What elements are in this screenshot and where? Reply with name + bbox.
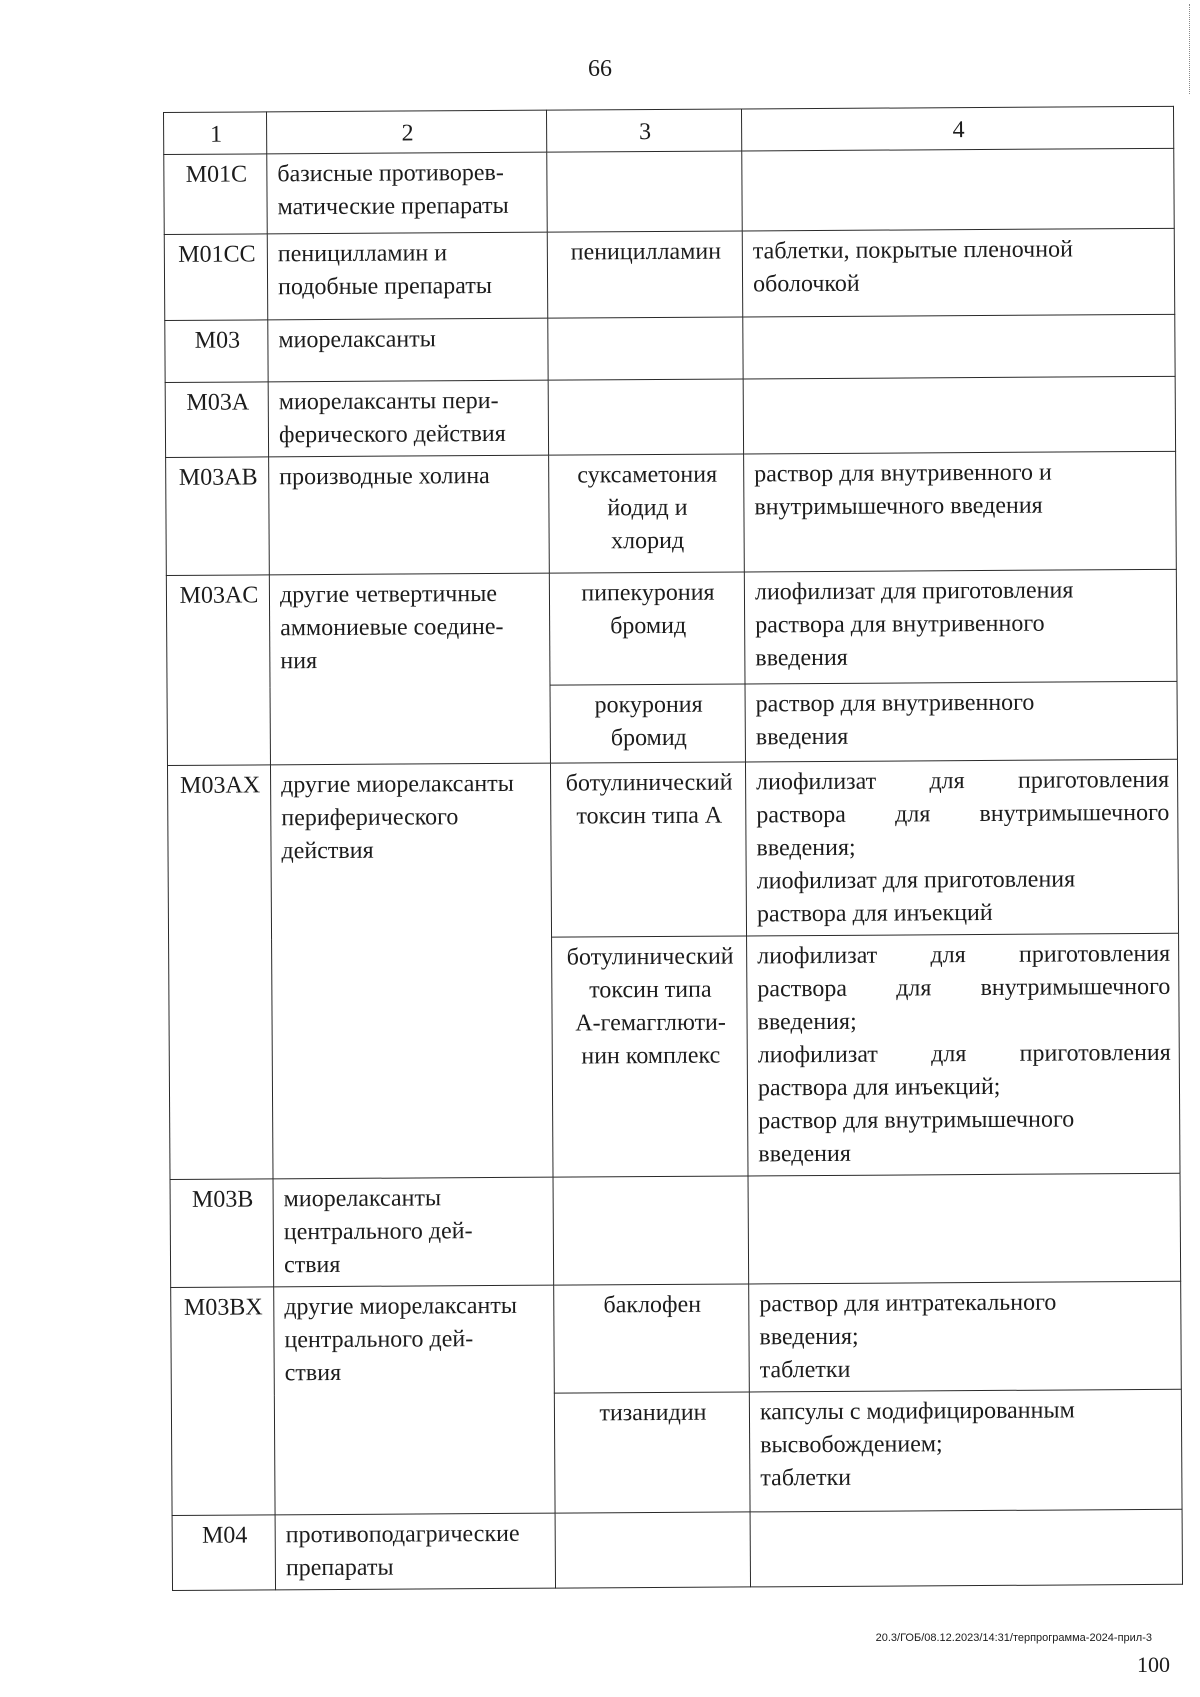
substance-name-cell: пипекурония бромид	[549, 572, 745, 685]
atc-group-cell: другие четвертичные аммониевые соедине- ния	[269, 573, 550, 765]
atc-group-cell: миорелаксанты	[268, 318, 548, 382]
substance-name-cell: баклофен	[554, 1284, 750, 1393]
footer-document-code: 20.3/ГОБ/08.12.2023/14:31/терпрограмма-2024-прил-3	[875, 1632, 1152, 1644]
table-row	[167, 759, 1178, 939]
table-row	[165, 314, 1175, 382]
substance-name-cell: ботулинический токсин типа А-гемагглюти- нин комплекс	[552, 936, 748, 1177]
atc-group-cell: миорелаксанты центрального дей- ствия	[273, 1177, 554, 1287]
header-cell: 3	[546, 109, 741, 152]
table-row	[166, 569, 1177, 687]
page-number: 66	[588, 56, 612, 82]
dosage-form-cell	[748, 1173, 1181, 1284]
atc-code-cell: M01C	[164, 154, 267, 235]
table-row	[170, 1173, 1181, 1287]
substance-name-cell	[555, 1512, 750, 1588]
substance-name-cell	[548, 317, 743, 380]
dosage-form-cell: капсулы с модифицированным высвобождением; таблетки	[749, 1389, 1182, 1512]
table-row	[171, 1281, 1182, 1395]
substance-name-cell: тизанидин	[554, 1392, 750, 1513]
table-row	[172, 1509, 1182, 1590]
atc-group-cell: миорелаксанты пери- ферического действия	[268, 380, 548, 457]
substance-name-cell: суксаметония йодид и хлорид	[549, 454, 745, 573]
substance-name-cell: ботулинический токсин типа А	[550, 762, 746, 937]
dosage-form-cell	[743, 376, 1175, 454]
substance-name-cell	[553, 1176, 749, 1285]
dosage-form-cell	[750, 1509, 1182, 1587]
substance-name-cell	[548, 379, 743, 455]
atc-code-cell: M04	[172, 1515, 275, 1591]
substance-name-cell: рокурония бромид	[550, 684, 745, 763]
dosage-form-cell	[743, 314, 1175, 379]
atc-code-cell: M03A	[165, 382, 268, 458]
atc-code-cell: M03AX	[167, 765, 273, 1180]
atc-code-cell: M03B	[170, 1179, 274, 1288]
dosage-form-cell: раствор для интратекального введения; таблетки	[749, 1281, 1182, 1392]
atc-group-cell: базисные противорев- матические препараты	[267, 152, 547, 234]
table-row	[164, 148, 1174, 234]
table-header-row	[164, 106, 1174, 154]
table-row	[165, 376, 1175, 457]
header-cell: 4	[741, 106, 1173, 151]
atc-code-cell: M03AB	[166, 457, 270, 576]
atc-group-cell: производные холина	[269, 455, 550, 575]
table-row	[164, 228, 1175, 320]
dosage-form-cell: лиофилизат для приготовления раствора для внутримышечного введения; лиофилизат для приготовления раствора для инъекций	[745, 759, 1178, 936]
atc-group-cell: пеницилламин и подобные препараты	[267, 232, 548, 320]
atc-code-cell: M03	[165, 320, 268, 383]
dosage-form-cell	[742, 148, 1174, 231]
dosage-form-cell: таблетки, покрытые пленочной оболочкой	[742, 228, 1175, 317]
dosage-form-cell: лиофилизат для приготовления раствора для внутримышечного введения; лиофилизат для приготовления раствора для инъекций; раствор для внутримышечного введения	[747, 933, 1180, 1176]
dosage-form-cell: раствор для внутривенного введения	[745, 681, 1177, 762]
drug-table	[163, 106, 1183, 1591]
substance-name-cell: пеницилламин	[547, 231, 743, 318]
atc-group-cell: другие миорелаксанты центрального дей- ствия	[274, 1285, 555, 1515]
dosage-form-cell: лиофилизат для приготовления раствора для внутривенного введения	[744, 569, 1177, 684]
substance-name-cell	[547, 151, 742, 232]
header-cell: 1	[164, 112, 267, 155]
dosage-form-cell: раствор для внутривенного и внутримышечного введения	[744, 451, 1177, 572]
header-cell: 2	[267, 110, 547, 154]
atc-code-cell: M01CC	[164, 234, 268, 321]
table-row	[166, 451, 1177, 575]
atc-group-cell: противоподагрические препараты	[275, 1513, 555, 1590]
atc-code-cell: M03AC	[166, 575, 270, 766]
atc-code-cell: M03BX	[171, 1287, 275, 1516]
footer-sheet-number: 100	[1137, 1652, 1170, 1677]
atc-group-cell: другие миорелаксанты периферического действия	[270, 763, 553, 1179]
